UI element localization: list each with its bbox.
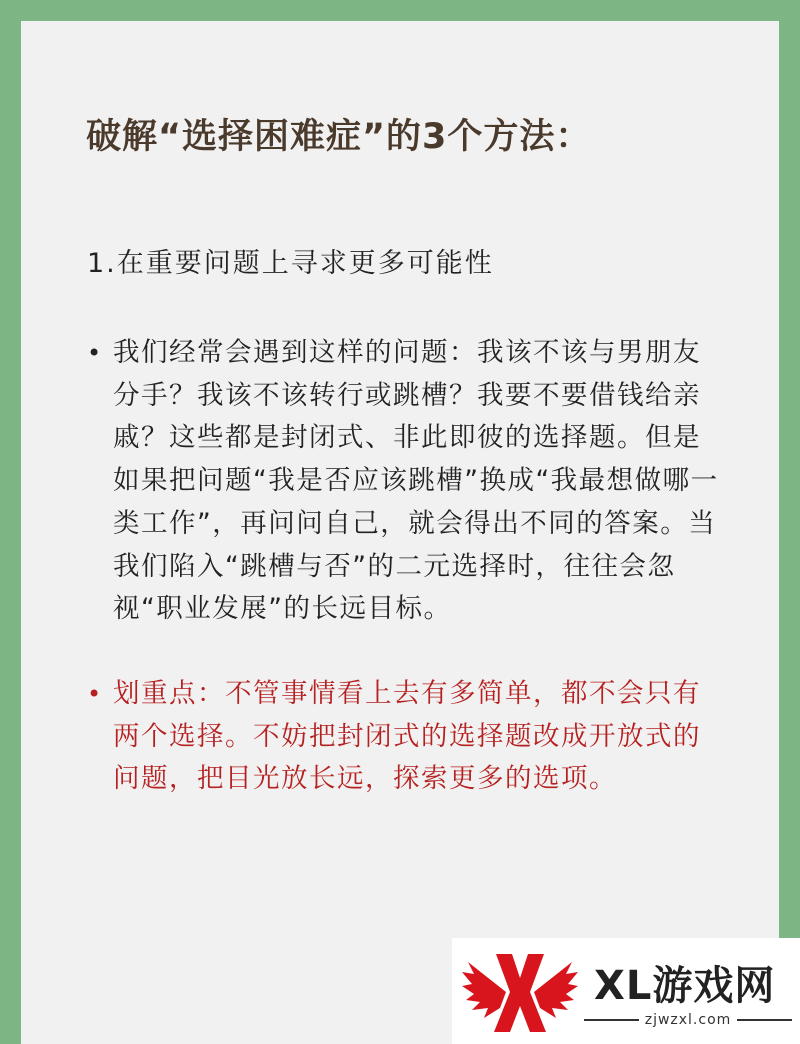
winged-x-logo-icon <box>460 948 580 1038</box>
article-card <box>21 21 779 1044</box>
site-url: zjwzxl.com <box>644 1012 732 1028</box>
site-url-row <box>584 1010 792 1030</box>
divider-right <box>737 1019 792 1021</box>
bullet-text: 我们经常会遇到这样的问题：我该不该与男朋友分手？我该不该转行或跳槽？我要不要借钱给亲戚？这些都是封闭式、非此即彼的选择题。但是如果把问题“我是否应该跳槽”换成“我最想做哪一类工作”，再问问自己，就会得出不同的答案。当我们陷入“跳槽与否”的二元选择时，往往会忽视“职业发展”的长远目标。 <box>113 337 719 625</box>
bullet-paragraph <box>87 332 727 631</box>
key-point-paragraph <box>87 673 727 801</box>
section-heading: 1.在重要问题上寻求更多可能性 <box>87 248 494 279</box>
bullet-dot-icon: • <box>87 339 102 367</box>
article-title: 破解“选择困难症”的3个方法： <box>86 117 592 157</box>
divider-left <box>584 1019 639 1021</box>
key-point-text: 划重点：不管事情看上去有多简单，都不会只有两个选择。不妨把封闭式的选择题改成开放式的问题，把目光放长远，探索更多的选项。 <box>113 678 701 795</box>
bullet-dot-icon: • <box>87 680 102 708</box>
site-name: XL游戏网 <box>594 963 776 1009</box>
site-watermark <box>452 938 800 1044</box>
